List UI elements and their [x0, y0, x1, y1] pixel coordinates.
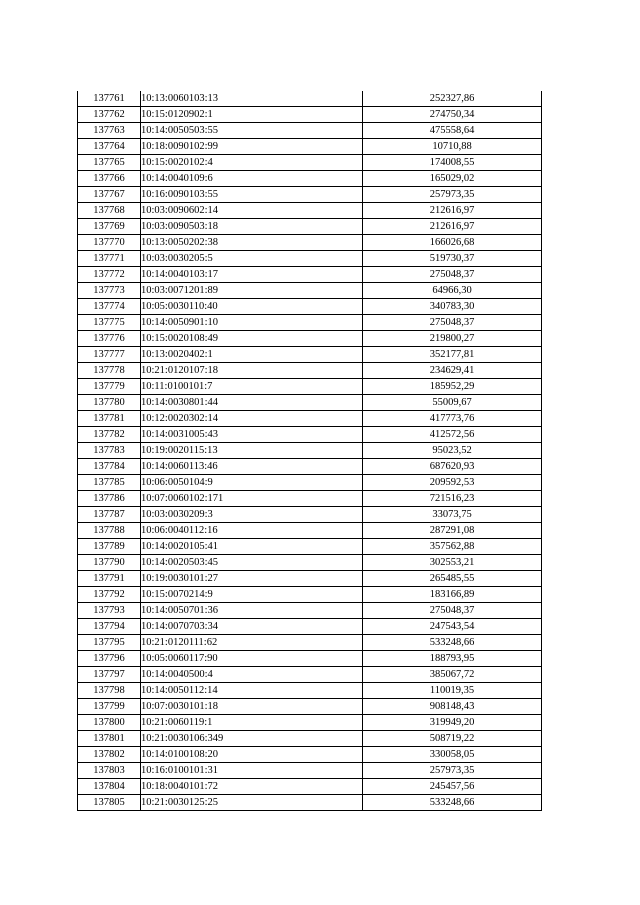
cadastral-number-cell: 10:14:0050503:55	[141, 123, 363, 139]
table-row	[78, 507, 542, 523]
cadastral-number-cell: 10:03:0030209:3	[141, 507, 363, 523]
cadastral-number-cell: 10:18:0090102:99	[141, 139, 363, 155]
table-row	[78, 395, 542, 411]
row-number-cell: 137781	[78, 411, 141, 427]
row-number-cell: 137769	[78, 219, 141, 235]
value-amount-cell: 274750,34	[363, 107, 542, 123]
table-row	[78, 459, 542, 475]
row-number-cell: 137762	[78, 107, 141, 123]
row-number-cell: 137792	[78, 587, 141, 603]
value-amount-cell: 508719,22	[363, 731, 542, 747]
table-row	[78, 523, 542, 539]
row-number-cell: 137771	[78, 251, 141, 267]
row-number-cell: 137774	[78, 299, 141, 315]
table-row	[78, 491, 542, 507]
cadastral-number-cell: 10:12:0020302:14	[141, 411, 363, 427]
cadastral-number-cell: 10:13:0020402:1	[141, 347, 363, 363]
table-row	[78, 587, 542, 603]
cadastral-number-cell: 10:07:0060102:171	[141, 491, 363, 507]
row-number-cell: 137782	[78, 427, 141, 443]
cadastral-number-cell: 10:16:0090103:55	[141, 187, 363, 203]
row-number-cell: 137773	[78, 283, 141, 299]
value-amount-cell: 533248,66	[363, 795, 542, 811]
table-row	[78, 315, 542, 331]
cadastral-number-cell: 10:15:0120902:1	[141, 107, 363, 123]
row-number-cell: 137796	[78, 651, 141, 667]
table-row	[78, 571, 542, 587]
row-number-cell: 137802	[78, 747, 141, 763]
value-amount-cell: 174008,55	[363, 155, 542, 171]
row-number-cell: 137789	[78, 539, 141, 555]
row-number-cell: 137766	[78, 171, 141, 187]
table-row	[78, 411, 542, 427]
value-amount-cell: 188793,95	[363, 651, 542, 667]
row-number-cell: 137791	[78, 571, 141, 587]
row-number-cell: 137765	[78, 155, 141, 171]
row-number-cell: 137761	[78, 91, 141, 107]
value-amount-cell: 412572,56	[363, 427, 542, 443]
table-row	[78, 91, 542, 107]
value-amount-cell: 417773,76	[363, 411, 542, 427]
value-amount-cell: 212616,97	[363, 203, 542, 219]
table-row	[78, 155, 542, 171]
value-amount-cell: 721516,23	[363, 491, 542, 507]
table-row	[78, 107, 542, 123]
cadastral-number-cell: 10:14:0050701:36	[141, 603, 363, 619]
cadastral-number-cell: 10:13:0060103:13	[141, 91, 363, 107]
table-row	[78, 539, 542, 555]
cadastral-number-cell: 10:21:0030125:25	[141, 795, 363, 811]
row-number-cell: 137763	[78, 123, 141, 139]
value-amount-cell: 166026,68	[363, 235, 542, 251]
table-row	[78, 203, 542, 219]
table-row	[78, 139, 542, 155]
cadastral-number-cell: 10:03:0090503:18	[141, 219, 363, 235]
row-number-cell: 137797	[78, 667, 141, 683]
cadastral-number-cell: 10:15:0070214:9	[141, 587, 363, 603]
cadastral-number-cell: 10:21:0120107:18	[141, 363, 363, 379]
table-body	[78, 91, 542, 811]
value-amount-cell: 385067,72	[363, 667, 542, 683]
value-amount-cell: 275048,37	[363, 267, 542, 283]
table-row	[78, 331, 542, 347]
table-row	[78, 619, 542, 635]
row-number-cell: 137800	[78, 715, 141, 731]
table-row	[78, 635, 542, 651]
table-row	[78, 747, 542, 763]
value-amount-cell: 95023,52	[363, 443, 542, 459]
value-amount-cell: 265485,55	[363, 571, 542, 587]
row-number-cell: 137787	[78, 507, 141, 523]
table-row	[78, 667, 542, 683]
row-number-cell: 137768	[78, 203, 141, 219]
row-number-cell: 137767	[78, 187, 141, 203]
table-row	[78, 779, 542, 795]
table-row	[78, 379, 542, 395]
value-amount-cell: 519730,37	[363, 251, 542, 267]
cadastral-number-cell: 10:03:0090602:14	[141, 203, 363, 219]
row-number-cell: 137788	[78, 523, 141, 539]
value-amount-cell: 64966,30	[363, 283, 542, 299]
table-row	[78, 347, 542, 363]
value-amount-cell: 245457,56	[363, 779, 542, 795]
cadastral-number-cell: 10:03:0071201:89	[141, 283, 363, 299]
row-number-cell: 137786	[78, 491, 141, 507]
row-number-cell: 137777	[78, 347, 141, 363]
cadastral-number-cell: 10:14:0020503:45	[141, 555, 363, 571]
table-row	[78, 267, 542, 283]
table-row	[78, 187, 542, 203]
value-amount-cell: 257973,35	[363, 187, 542, 203]
value-amount-cell: 302553,21	[363, 555, 542, 571]
value-amount-cell: 185952,29	[363, 379, 542, 395]
cadastral-number-cell: 10:19:0020115:13	[141, 443, 363, 459]
value-amount-cell: 247543,54	[363, 619, 542, 635]
value-amount-cell: 234629,41	[363, 363, 542, 379]
cadastral-number-cell: 10:13:0050202:38	[141, 235, 363, 251]
row-number-cell: 137799	[78, 699, 141, 715]
cadastral-number-cell: 10:07:0030101:18	[141, 699, 363, 715]
row-number-cell: 137784	[78, 459, 141, 475]
cadastral-number-cell: 10:05:0060117:90	[141, 651, 363, 667]
cadastral-number-cell: 10:15:0020102:4	[141, 155, 363, 171]
cadastral-number-cell: 10:14:0040109:6	[141, 171, 363, 187]
cadastral-number-cell: 10:05:0030110:40	[141, 299, 363, 315]
table-row	[78, 731, 542, 747]
table-row	[78, 443, 542, 459]
row-number-cell: 137779	[78, 379, 141, 395]
row-number-cell: 137804	[78, 779, 141, 795]
value-amount-cell: 55009,67	[363, 395, 542, 411]
table-row	[78, 251, 542, 267]
row-number-cell: 137794	[78, 619, 141, 635]
cadastral-number-cell: 10:21:0060119:1	[141, 715, 363, 731]
value-amount-cell: 212616,97	[363, 219, 542, 235]
cadastral-number-cell: 10:21:0120111:62	[141, 635, 363, 651]
table-row	[78, 555, 542, 571]
table-row	[78, 219, 542, 235]
cadastral-number-cell: 10:14:0060113:46	[141, 459, 363, 475]
cadastral-value-table	[77, 91, 542, 811]
cadastral-number-cell: 10:14:0050901:10	[141, 315, 363, 331]
table-row	[78, 683, 542, 699]
cadastral-number-cell: 10:14:0030801:44	[141, 395, 363, 411]
cadastral-number-cell: 10:11:0100101:7	[141, 379, 363, 395]
row-number-cell: 137772	[78, 267, 141, 283]
cadastral-number-cell: 10:06:0040112:16	[141, 523, 363, 539]
cadastral-number-cell: 10:14:0100108:20	[141, 747, 363, 763]
row-number-cell: 137780	[78, 395, 141, 411]
row-number-cell: 137793	[78, 603, 141, 619]
value-amount-cell: 330058,05	[363, 747, 542, 763]
table-row	[78, 699, 542, 715]
value-amount-cell: 219800,27	[363, 331, 542, 347]
value-amount-cell: 908148,43	[363, 699, 542, 715]
value-amount-cell: 275048,37	[363, 603, 542, 619]
cadastral-number-cell: 10:15:0020108:49	[141, 331, 363, 347]
cadastral-number-cell: 10:14:0040500:4	[141, 667, 363, 683]
table-row	[78, 475, 542, 491]
row-number-cell: 137764	[78, 139, 141, 155]
value-amount-cell: 275048,37	[363, 315, 542, 331]
table-row	[78, 283, 542, 299]
table-row	[78, 651, 542, 667]
table-row	[78, 123, 542, 139]
row-number-cell: 137798	[78, 683, 141, 699]
value-amount-cell: 687620,93	[363, 459, 542, 475]
table-row	[78, 171, 542, 187]
value-amount-cell: 165029,02	[363, 171, 542, 187]
row-number-cell: 137770	[78, 235, 141, 251]
value-amount-cell: 33073,75	[363, 507, 542, 523]
value-amount-cell: 10710,88	[363, 139, 542, 155]
value-amount-cell: 287291,08	[363, 523, 542, 539]
row-number-cell: 137790	[78, 555, 141, 571]
cadastral-number-cell: 10:14:0020105:41	[141, 539, 363, 555]
cadastral-number-cell: 10:03:0030205:5	[141, 251, 363, 267]
table-row	[78, 795, 542, 811]
cadastral-number-cell: 10:18:0040101:72	[141, 779, 363, 795]
cadastral-number-cell: 10:14:0070703:34	[141, 619, 363, 635]
value-amount-cell: 357562,88	[363, 539, 542, 555]
cadastral-number-cell: 10:21:0030106:349	[141, 731, 363, 747]
table-row	[78, 603, 542, 619]
cadastral-number-cell: 10:14:0040103:17	[141, 267, 363, 283]
cadastral-number-cell: 10:06:0050104:9	[141, 475, 363, 491]
row-number-cell: 137783	[78, 443, 141, 459]
cadastral-number-cell: 10:16:0100101:31	[141, 763, 363, 779]
value-amount-cell: 110019,35	[363, 683, 542, 699]
value-amount-cell: 352177,81	[363, 347, 542, 363]
table-row	[78, 715, 542, 731]
row-number-cell: 137775	[78, 315, 141, 331]
table-row	[78, 363, 542, 379]
row-number-cell: 137803	[78, 763, 141, 779]
value-amount-cell: 319949,20	[363, 715, 542, 731]
value-amount-cell: 533248,66	[363, 635, 542, 651]
row-number-cell: 137778	[78, 363, 141, 379]
value-amount-cell: 252327,86	[363, 91, 542, 107]
row-number-cell: 137776	[78, 331, 141, 347]
value-amount-cell: 183166,89	[363, 587, 542, 603]
row-number-cell: 137801	[78, 731, 141, 747]
cadastral-number-cell: 10:14:0050112:14	[141, 683, 363, 699]
row-number-cell: 137785	[78, 475, 141, 491]
value-amount-cell: 340783,30	[363, 299, 542, 315]
value-amount-cell: 209592,53	[363, 475, 542, 491]
cadastral-number-cell: 10:14:0031005:43	[141, 427, 363, 443]
value-amount-cell: 257973,35	[363, 763, 542, 779]
value-amount-cell: 475558,64	[363, 123, 542, 139]
table-row	[78, 763, 542, 779]
row-number-cell: 137795	[78, 635, 141, 651]
cadastral-number-cell: 10:19:0030101:27	[141, 571, 363, 587]
table-row	[78, 427, 542, 443]
table-row	[78, 299, 542, 315]
row-number-cell: 137805	[78, 795, 141, 811]
table-row	[78, 235, 542, 251]
